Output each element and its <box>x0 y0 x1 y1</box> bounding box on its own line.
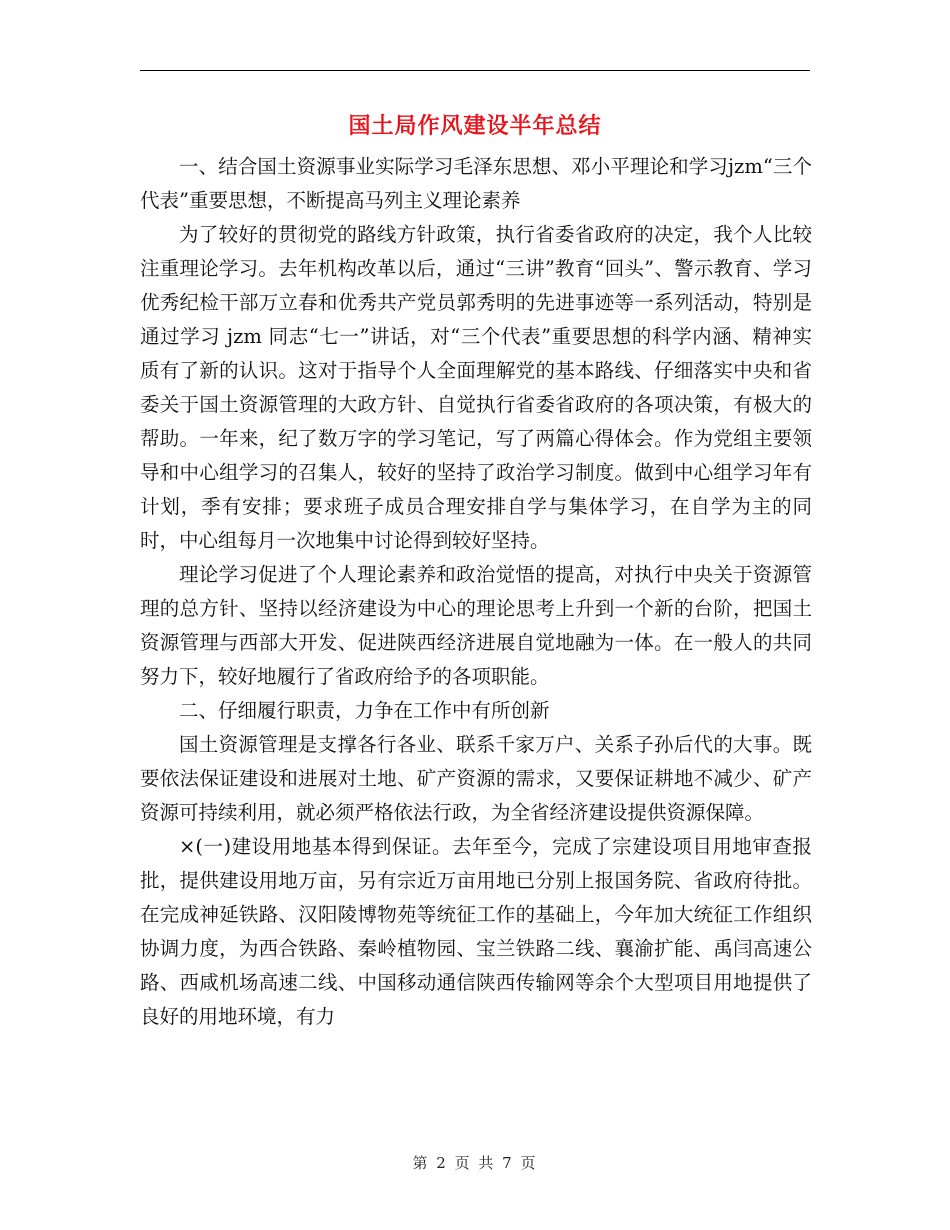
body-paragraph: ×(一)建设用地基本得到保证。去年至今，完成了宗建设项目用地审查报批，提供建设用地万亩，另有宗近万亩用地已分别上报国务院、省政府待批。在完成神延铁路、汉阳陵博物苑等统征工作的基础上，今年加大统征工作组织协调力度，为西合铁路、秦岭植物园、宝兰铁路二线、襄渝扩能、禹闫高速公路、西咸机场高速二线、中国移动通信陕西传输网等余个大型项目用地提供了良好的用地环境，有力 <box>140 835 812 1028</box>
section-heading-1: 一、结合国土资源事业实际学习毛泽东思想、邓小平理论和学习jzm“三个代表”重要思想，不断提高马列主义理论素养 <box>140 155 812 212</box>
document-body <box>140 150 812 1034</box>
body-paragraph: 理论学习促进了个人理论素养和政治觉悟的提高，对执行中央关于资源管理的总方针、坚持以经济建设为中心的理论思考上升到一个新的台阶，把国土资源管理与西部大开发、促进陕西经济进展自觉地融为一体。在一般人的共同努力下，较好地履行了省政府给予的各项职能。 <box>140 563 812 688</box>
page-footer: 第 2 页 共 7 页 <box>412 1154 538 1172</box>
section-heading-2: 二、仔细履行职责，力争在工作中有所创新 <box>179 699 550 722</box>
header-rule <box>140 70 810 71</box>
document-title: 国土局作风建设半年总结 <box>348 113 602 139</box>
body-paragraph: 为了较好的贯彻党的路线方针政策，执行省委省政府的决定，我个人比较注重理论学习。去年机构改革以后，通过“三讲”教育“回头”、警示教育、学习优秀纪检干部万立春和优秀共产党员郭秀明的先进事迹等一系列活动，特别是通过学习 jzm 同志“七一”讲话，对“三个代表”重要思想的科学内涵、精神实质有了新的认识。这对于指导个人全面理解党的基本路线、仔细落实中央和省委关于国土资源管理的大政方针、自觉执行省委省政府的各项决策，有极大的帮助。一年来，纪了数万字的学习笔记，写了两篇心得体会。作为党组主要领导和中心组学习的召集人，较好的坚持了政治学习制度。做到中心组学习年有计划，季有安排；要求班子成员合理安排自学与集体学习，在自学为主的同时，中心组每月一次地集中讨论得到较好坚持。 <box>140 223 812 552</box>
body-paragraph: 国土资源管理是支撑各行各业、联系千家万户、关系子孙后代的大事。既要依法保证建设和进展对土地、矿产资源的需求，又要保证耕地不减少、矿产资源可持续利用，就必须严格依法行政，为全省经济建设提供资源保障。 <box>140 733 812 824</box>
